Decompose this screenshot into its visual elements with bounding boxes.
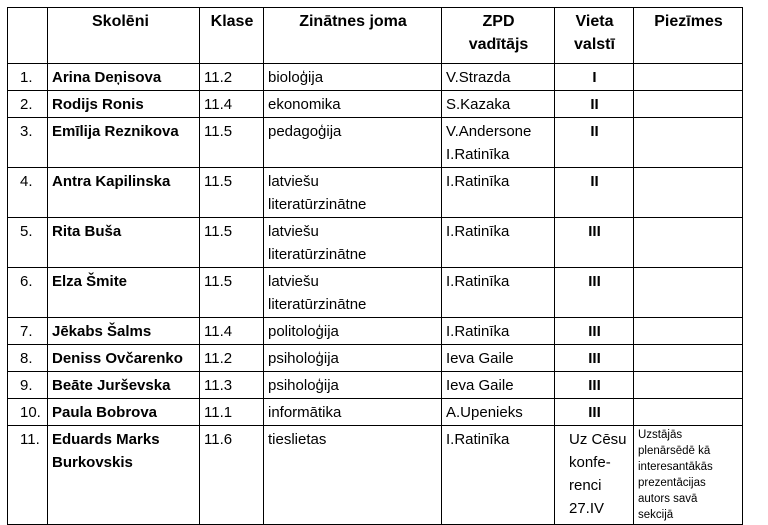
national-place-line: III bbox=[588, 223, 601, 240]
science-field bbox=[264, 345, 442, 372]
national-place bbox=[555, 318, 634, 345]
supervisor-line: S.Kazaka bbox=[446, 96, 511, 113]
supervisor bbox=[442, 318, 555, 345]
student-class: 11.5 bbox=[200, 118, 264, 168]
note-line: sekcijā bbox=[638, 509, 674, 521]
note-line: interesantākās bbox=[638, 461, 713, 473]
science-field-line: literatūrzinātne bbox=[268, 196, 367, 213]
note-line: Uzstājās bbox=[638, 429, 683, 441]
national-place bbox=[555, 372, 634, 399]
header-supervisor bbox=[442, 8, 555, 64]
header-place bbox=[555, 8, 634, 64]
results-table bbox=[7, 7, 743, 525]
header-supervisor-line2: vadītājs bbox=[468, 36, 529, 53]
national-place bbox=[555, 345, 634, 372]
science-field-line: psiholoģija bbox=[268, 377, 339, 394]
notes bbox=[634, 426, 743, 525]
row-number: 6. bbox=[8, 268, 48, 318]
science-field-line: bioloģija bbox=[268, 69, 324, 86]
science-field-line: latviešu bbox=[268, 223, 319, 240]
student-name bbox=[48, 118, 200, 168]
national-place-line: Uz Cēsu bbox=[569, 431, 627, 448]
student-class: 11.2 bbox=[200, 64, 264, 91]
national-place-line: II bbox=[590, 173, 599, 190]
header-number bbox=[8, 8, 48, 64]
student-class: 11.4 bbox=[200, 318, 264, 345]
supervisor-line: I.Ratinīka bbox=[446, 173, 510, 190]
student-name bbox=[48, 372, 200, 399]
notes bbox=[634, 399, 743, 426]
row-number: 1. bbox=[8, 64, 48, 91]
national-place-line: renci bbox=[569, 477, 602, 494]
table-row bbox=[8, 118, 743, 168]
science-field bbox=[264, 372, 442, 399]
supervisor-line: I.Ratinīka bbox=[446, 431, 510, 448]
science-field-line: ekonomika bbox=[268, 96, 341, 113]
science-field-line: literatūrzinātne bbox=[268, 296, 367, 313]
science-field bbox=[264, 399, 442, 426]
table-row bbox=[8, 91, 743, 118]
supervisor-line: Ieva Gaile bbox=[446, 350, 514, 367]
table-body bbox=[8, 64, 743, 525]
supervisor bbox=[442, 218, 555, 268]
science-field-line: latviešu bbox=[268, 173, 319, 190]
supervisor bbox=[442, 168, 555, 218]
student-name bbox=[48, 345, 200, 372]
table-row bbox=[8, 318, 743, 345]
student-name-line: Paula Bobrova bbox=[52, 404, 158, 421]
student-class: 11.4 bbox=[200, 91, 264, 118]
table-row bbox=[8, 268, 743, 318]
supervisor bbox=[442, 268, 555, 318]
supervisor-line: Ieva Gaile bbox=[446, 377, 514, 394]
notes bbox=[634, 168, 743, 218]
table-row bbox=[8, 168, 743, 218]
science-field bbox=[264, 118, 442, 168]
national-place-line: konfe- bbox=[569, 454, 611, 471]
student-class: 11.1 bbox=[200, 399, 264, 426]
student-name bbox=[48, 64, 200, 91]
student-name-line: Antra Kapilinska bbox=[52, 173, 171, 190]
national-place-line: III bbox=[588, 404, 601, 421]
supervisor-line: I.Ratinīka bbox=[446, 323, 510, 340]
table-row bbox=[8, 218, 743, 268]
row-number: 8. bbox=[8, 345, 48, 372]
science-field bbox=[264, 318, 442, 345]
national-place bbox=[555, 118, 634, 168]
row-number: 4. bbox=[8, 168, 48, 218]
national-place-line: III bbox=[588, 323, 601, 340]
supervisor bbox=[442, 118, 555, 168]
national-place-line: I bbox=[592, 69, 597, 86]
note-line: autors savā bbox=[638, 493, 698, 505]
supervisor bbox=[442, 372, 555, 399]
row-number: 3. bbox=[8, 118, 48, 168]
national-place bbox=[555, 91, 634, 118]
national-place bbox=[555, 426, 634, 525]
science-field bbox=[264, 64, 442, 91]
row-number: 2. bbox=[8, 91, 48, 118]
notes bbox=[634, 318, 743, 345]
student-class: 11.5 bbox=[200, 218, 264, 268]
header-supervisor-line1: ZPD bbox=[482, 13, 515, 30]
notes bbox=[634, 91, 743, 118]
note-line: prezentācijas bbox=[638, 477, 706, 489]
table-row bbox=[8, 345, 743, 372]
supervisor bbox=[442, 91, 555, 118]
student-class: 11.2 bbox=[200, 345, 264, 372]
student-name-line: Eduards Marks bbox=[52, 431, 160, 448]
supervisor-line: I.Ratinīka bbox=[446, 223, 510, 240]
national-place bbox=[555, 399, 634, 426]
national-place-line: 27.IV bbox=[569, 500, 605, 517]
header-field: Zinātnes joma bbox=[264, 8, 442, 64]
science-field bbox=[264, 91, 442, 118]
science-field-line: pedagoģija bbox=[268, 123, 342, 140]
national-place bbox=[555, 64, 634, 91]
student-name bbox=[48, 399, 200, 426]
header-students: Skolēni bbox=[48, 8, 200, 64]
header-place-line1: Vieta bbox=[575, 13, 614, 30]
notes bbox=[634, 64, 743, 91]
student-name-line: Arina Deņisova bbox=[52, 69, 162, 86]
notes bbox=[634, 268, 743, 318]
student-name bbox=[48, 268, 200, 318]
student-name bbox=[48, 318, 200, 345]
supervisor bbox=[442, 426, 555, 525]
row-number: 7. bbox=[8, 318, 48, 345]
student-name-line: Beāte Jurševska bbox=[52, 377, 171, 394]
student-class: 11.6 bbox=[200, 426, 264, 525]
national-place-line: III bbox=[588, 377, 601, 394]
science-field-line: politoloģija bbox=[268, 323, 339, 340]
table-row bbox=[8, 399, 743, 426]
supervisor bbox=[442, 399, 555, 426]
results-table-container bbox=[7, 7, 743, 525]
supervisor-line: A.Upenieks bbox=[446, 404, 523, 421]
header-place-line2: valstī bbox=[574, 36, 615, 53]
student-name bbox=[48, 91, 200, 118]
science-field bbox=[264, 218, 442, 268]
student-name-line: Rodijs Ronis bbox=[52, 96, 144, 113]
student-name-line: Rita Buša bbox=[52, 223, 122, 240]
student-name-line: Emīlija Reznikova bbox=[52, 123, 179, 140]
row-number: 9. bbox=[8, 372, 48, 399]
student-name-line: Burkovskis bbox=[52, 454, 133, 471]
notes bbox=[634, 372, 743, 399]
national-place bbox=[555, 268, 634, 318]
student-name bbox=[48, 426, 200, 525]
student-class: 11.5 bbox=[200, 168, 264, 218]
student-name bbox=[48, 168, 200, 218]
notes bbox=[634, 118, 743, 168]
science-field bbox=[264, 168, 442, 218]
national-place-line: II bbox=[590, 96, 599, 113]
student-name-line: Jēkabs Šalms bbox=[52, 323, 152, 340]
science-field-line: psiholoģija bbox=[268, 350, 339, 367]
supervisor-line: I.Ratinīka bbox=[446, 273, 510, 290]
national-place-line: II bbox=[590, 123, 599, 140]
supervisor-line: V.Andersone bbox=[446, 123, 532, 140]
table-row bbox=[8, 64, 743, 91]
student-class: 11.5 bbox=[200, 268, 264, 318]
national-place bbox=[555, 218, 634, 268]
header-notes: Piezīmes bbox=[634, 8, 743, 64]
supervisor-line: V.Strazda bbox=[446, 69, 511, 86]
science-field-line: informātika bbox=[268, 404, 342, 421]
science-field-line: latviešu bbox=[268, 273, 319, 290]
national-place-line: III bbox=[588, 273, 601, 290]
student-name-line: Deniss Ovčarenko bbox=[52, 350, 183, 367]
student-name bbox=[48, 218, 200, 268]
notes bbox=[634, 345, 743, 372]
table-header-row bbox=[8, 8, 743, 64]
row-number: 11. bbox=[8, 426, 48, 525]
national-place-line: III bbox=[588, 350, 601, 367]
note-line: plenārsēdē kā bbox=[638, 445, 711, 457]
science-field bbox=[264, 268, 442, 318]
header-class: Klase bbox=[200, 8, 264, 64]
supervisor bbox=[442, 64, 555, 91]
science-field-line: literatūrzinātne bbox=[268, 246, 367, 263]
supervisor bbox=[442, 345, 555, 372]
table-row bbox=[8, 426, 743, 525]
table-row bbox=[8, 372, 743, 399]
row-number: 10. bbox=[8, 399, 48, 426]
national-place bbox=[555, 168, 634, 218]
science-field-line: tieslietas bbox=[268, 431, 327, 448]
notes bbox=[634, 218, 743, 268]
supervisor-line: I.Ratinīka bbox=[446, 146, 510, 163]
student-class: 11.3 bbox=[200, 372, 264, 399]
science-field bbox=[264, 426, 442, 525]
row-number: 5. bbox=[8, 218, 48, 268]
student-name-line: Elza Šmite bbox=[52, 273, 128, 290]
